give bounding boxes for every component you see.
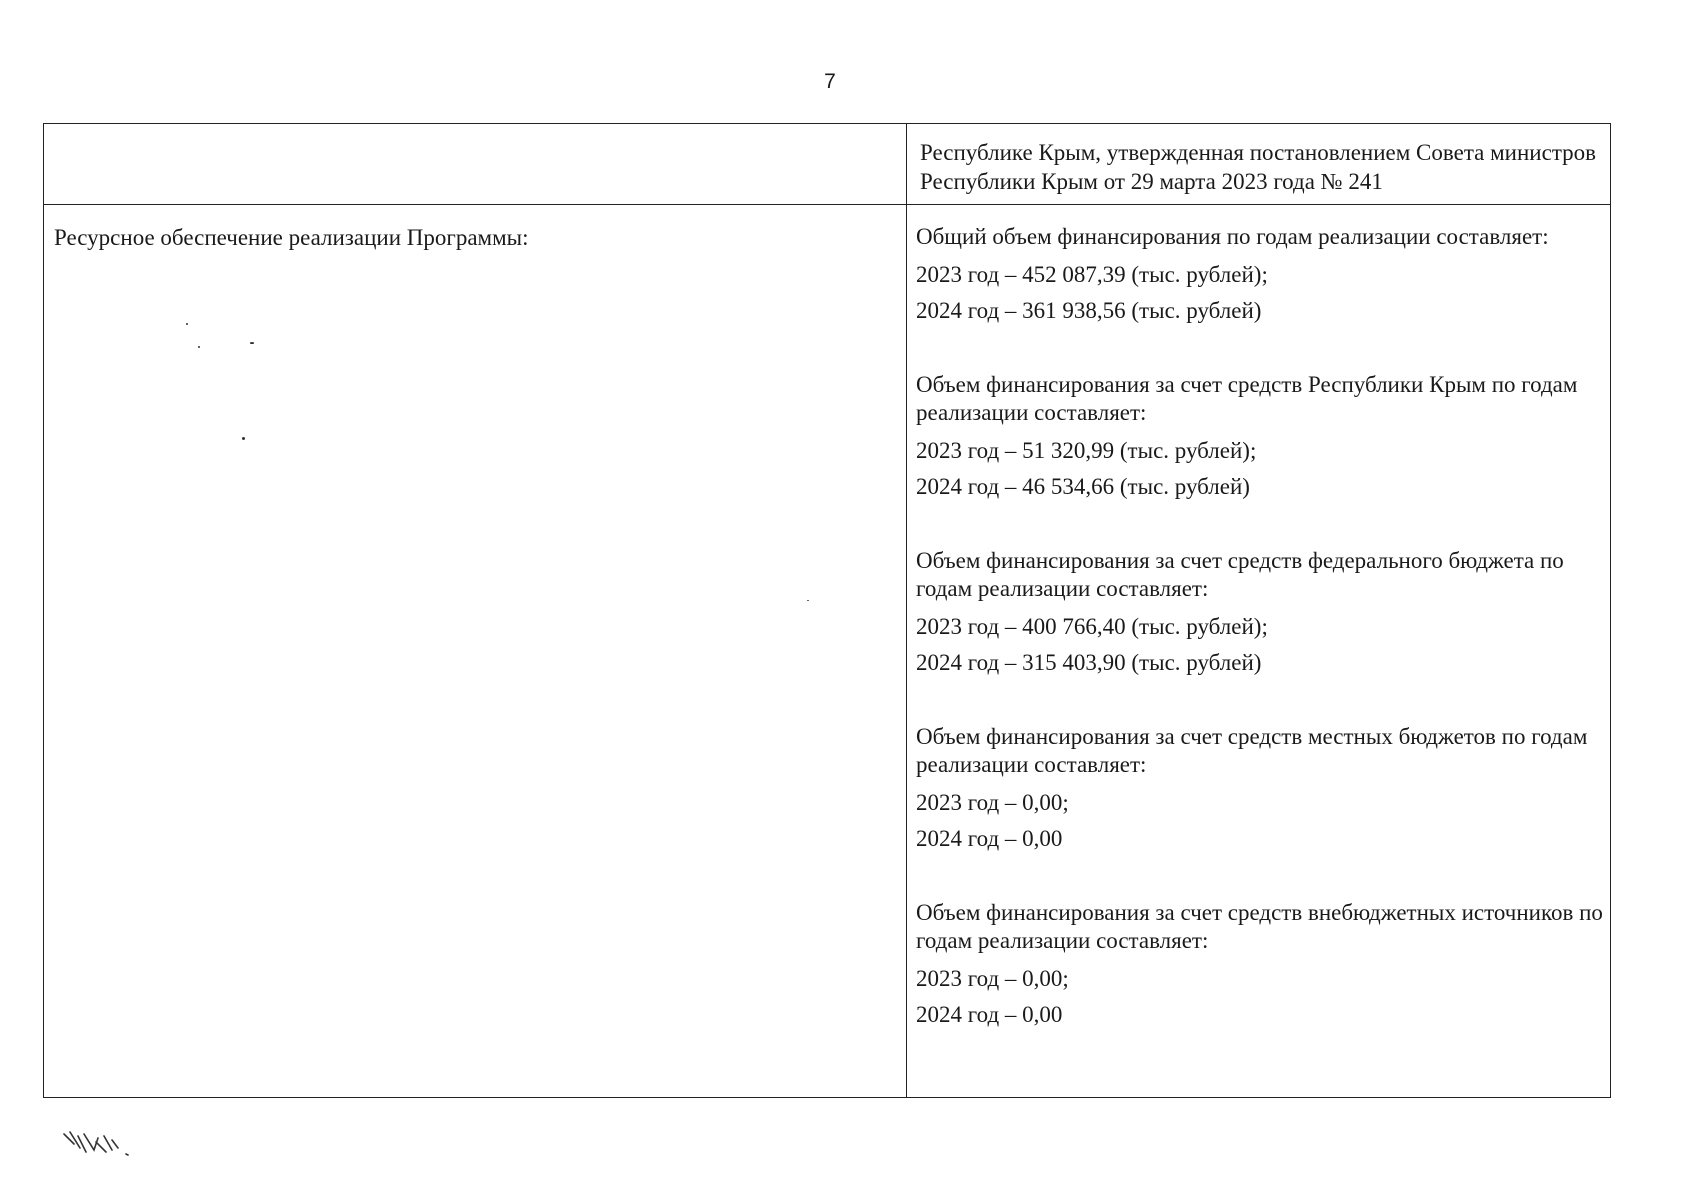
financing-details <box>916 223 1606 1075</box>
financing-year-line: 2024 год – 315 403,90 (тыс. рублей) <box>916 650 1262 675</box>
financing-year-line: 2024 год – 361 938,56 (тыс. рублей) <box>916 298 1262 323</box>
row-divider <box>44 204 1610 205</box>
financing-heading: Объем финансирования за счет средств Республики Крым по годам реализации составляет: <box>916 372 1578 425</box>
handwritten-mark-icon <box>60 1128 150 1168</box>
resource-provision-label: Ресурсное обеспечение реализации Программы: <box>54 225 529 250</box>
column-divider <box>906 124 907 1097</box>
financing-year-line: 2024 год – 0,00 <box>916 826 1063 851</box>
financing-block-federal <box>916 547 1606 681</box>
financing-block-local <box>916 723 1606 857</box>
financing-year-line: 2023 год – 400 766,40 (тыс. рублей); <box>916 614 1268 639</box>
scan-speck <box>807 600 809 601</box>
scan-speck <box>250 342 254 344</box>
financing-year-line: 2023 год – 0,00; <box>916 966 1069 991</box>
program-table <box>43 123 1611 1098</box>
financing-heading: Объем финансирования за счет средств внебюджетных источников по годам реализации составляет: <box>916 900 1603 953</box>
financing-block-total <box>916 223 1606 329</box>
financing-year-line: 2024 год – 0,00 <box>916 1002 1063 1027</box>
scan-speck <box>242 437 245 440</box>
financing-year-line: 2023 год – 452 087,39 (тыс. рублей); <box>916 262 1268 287</box>
scan-speck <box>186 323 188 325</box>
financing-heading: Объем финансирования за счет средств местных бюджетов по годам реализации составляет: <box>916 724 1588 777</box>
page-number: 7 <box>824 70 836 93</box>
financing-year-line: 2024 год – 46 534,66 (тыс. рублей) <box>916 474 1250 499</box>
financing-heading: Общий объем финансирования по годам реализации составляет: <box>916 224 1549 249</box>
financing-heading: Объем финансирования за счет средств федерального бюджета по годам реализации составляет: <box>916 548 1564 601</box>
financing-year-line: 2023 год – 51 320,99 (тыс. рублей); <box>916 438 1257 463</box>
financing-year-line: 2023 год – 0,00; <box>916 790 1069 815</box>
table-header-right-cell: Республике Крым, утвержденная постановлением Совета министров Республики Крым от 29 марта 2023 года № 241 <box>920 140 1597 194</box>
financing-block-crimea <box>916 371 1606 505</box>
financing-block-extrabudgetary <box>916 899 1606 1033</box>
scan-speck <box>198 346 200 348</box>
